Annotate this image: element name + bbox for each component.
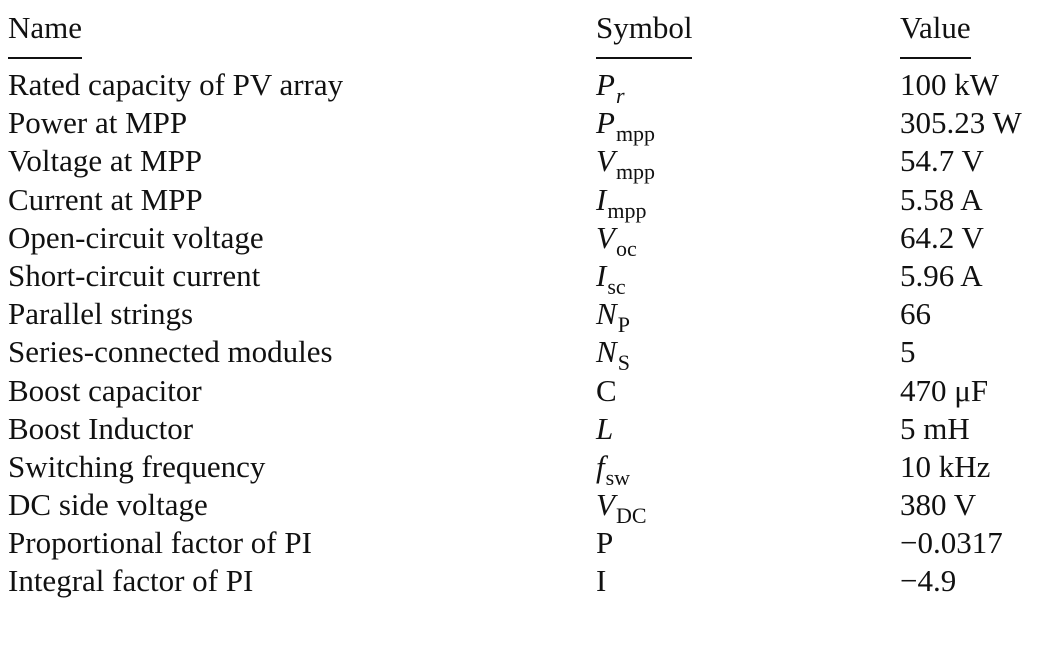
symbol-main: L: [596, 410, 614, 446]
row-name: DC side voltage: [8, 487, 208, 523]
row-symbol: [596, 372, 617, 410]
table-row: [8, 257, 1044, 299]
table-row: [8, 486, 1044, 529]
row-symbol: [596, 142, 655, 183]
row-value: 5.96 A: [900, 257, 983, 293]
table-row: [8, 295, 1044, 338]
symbol-main: P: [596, 67, 615, 102]
row-value: 54.7 V: [900, 143, 984, 179]
row-symbol: [596, 257, 626, 298]
row-symbol: [596, 524, 613, 562]
symbol-subscript: P: [617, 312, 630, 338]
symbol-main: C: [596, 372, 617, 408]
row-name: Boost capacitor: [8, 372, 202, 408]
header-name-rule: [8, 57, 82, 59]
row-name: Parallel strings: [8, 296, 194, 332]
row-value: 5: [900, 334, 916, 370]
symbol-subscript: mpp: [615, 159, 656, 185]
row-value: 470 μF: [900, 372, 989, 408]
row-name: Short-circuit current: [8, 257, 261, 293]
symbol-subscript: sc: [607, 273, 626, 299]
table-row: [8, 66, 1044, 108]
header-value: [900, 10, 971, 46]
symbol-subscript: mpp: [607, 197, 647, 223]
row-name: Switching frequency: [8, 448, 266, 484]
symbol-main: V: [596, 219, 615, 255]
row-name: Proportional factor of PI: [8, 525, 312, 561]
row-symbol: [596, 66, 625, 107]
table-row: [8, 410, 1044, 448]
header-symbol-rule: [596, 57, 692, 59]
table-row: [8, 524, 1044, 562]
header-symbol-label: Symbol: [596, 10, 693, 45]
table-row: [8, 562, 1044, 600]
row-name: Power at MPP: [8, 105, 188, 141]
symbol-subscript: DC: [615, 503, 647, 529]
symbol-main: V: [596, 487, 615, 523]
symbol-subscript: mpp: [615, 121, 656, 147]
symbol-subscript: sw: [605, 464, 631, 490]
header-symbol: [596, 10, 692, 46]
symbol-subscript: r: [615, 83, 625, 108]
symbol-main: I: [596, 257, 607, 293]
row-symbol: [596, 448, 630, 489]
symbol-main: I: [596, 181, 607, 217]
row-value: −4.9: [900, 563, 957, 599]
row-symbol: [596, 333, 630, 374]
row-value: 10 kHz: [900, 448, 991, 484]
symbol-subscript: S: [617, 350, 630, 376]
row-value: 66: [900, 296, 931, 332]
table-row: [8, 181, 1044, 223]
table-row: [8, 104, 1044, 147]
symbol-main: N: [596, 334, 617, 370]
table-body: [8, 66, 1044, 601]
symbol-main: I: [596, 563, 607, 599]
row-value: 305.23 W: [900, 105, 1022, 141]
table-header: [8, 10, 1044, 58]
header-name-label: Name: [8, 10, 83, 45]
row-value: −0.0317: [900, 525, 1003, 561]
row-name: Open-circuit voltage: [8, 219, 264, 255]
row-name: Series-connected modules: [8, 334, 333, 370]
row-symbol: [596, 295, 630, 336]
symbol-main: f: [596, 448, 605, 484]
table-row: [8, 219, 1044, 261]
row-symbol: [596, 486, 647, 527]
symbol-main: N: [596, 296, 617, 332]
row-symbol: [596, 562, 606, 600]
row-name: Integral factor of PI: [8, 563, 254, 599]
symbol-main: V: [596, 143, 615, 179]
symbol-main: P: [596, 525, 614, 561]
symbol-main: P: [596, 105, 615, 141]
row-name: Current at MPP: [8, 181, 203, 217]
row-name: Boost Inductor: [8, 410, 194, 446]
row-value: 100 kW: [900, 67, 1000, 102]
parameter-table: [8, 0, 1044, 663]
row-name: Voltage at MPP: [8, 143, 203, 179]
row-symbol: [596, 410, 613, 448]
row-value: 64.2 V: [900, 219, 984, 255]
header-name: [8, 10, 82, 46]
row-value: 5.58 A: [900, 181, 983, 217]
header-value-rule: [900, 57, 971, 59]
row-symbol: [596, 219, 637, 260]
table-row: [8, 448, 1044, 490]
table-row: [8, 372, 1044, 410]
row-value: 380 V: [900, 487, 977, 523]
row-symbol: [596, 104, 655, 145]
table-row: [8, 142, 1044, 185]
row-value: 5 mH: [900, 410, 970, 446]
symbol-subscript: oc: [615, 235, 637, 261]
table-row: [8, 333, 1044, 376]
row-symbol: [596, 181, 646, 222]
row-name: Rated capacity of PV array: [8, 67, 344, 102]
header-value-label: Value: [900, 10, 971, 45]
